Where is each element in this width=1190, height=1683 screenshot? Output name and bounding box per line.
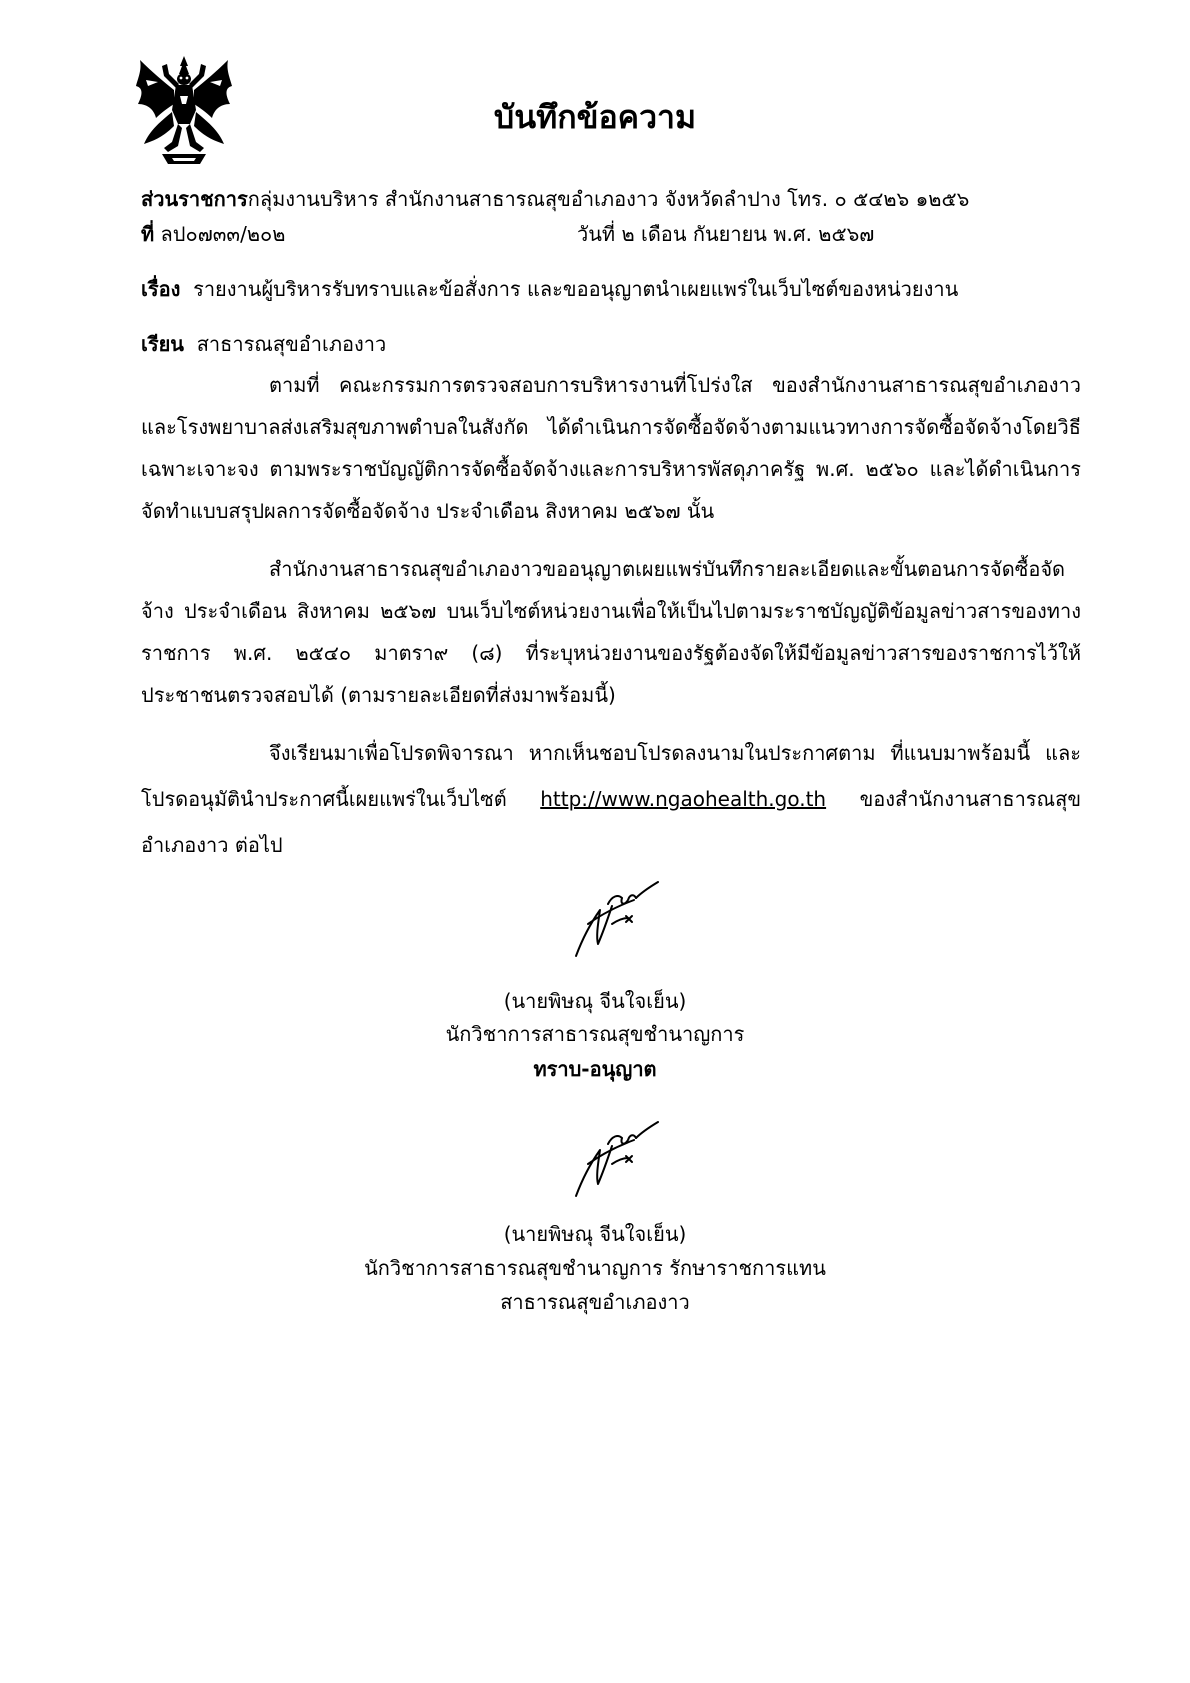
handwritten-signature-2 <box>568 1120 668 1200</box>
addressee-label: เรียน <box>141 332 184 356</box>
body-paragraph-1-text: ตามที่ คณะกรรมการตรวจสอบการบริหารงานที่โปร่งใส ของสำนักงานสาธารณสุขอำเภองาว และโรงพยาบาลส่งเสริมสุขภาพตำบลในสังกัด ได้ดำเนินการจัดซื้อจัดจ้างตามแนวทางการจัดซื้อจัดจ้างโดยวิธีเฉพาะเจาะจง ตามพระราชบัญญัติการจัดซื้อจัดจ้างและการบริหารพัสดุภาครัฐ พ.ศ. ๒๕๖๐ และได้ดำเนินการจัดทำแบบสรุปผลการจัดซื้อจัดจ้าง ประจำเดือน สิงหาคม ๒๕๖๗ นั้น <box>141 373 1081 523</box>
reference-line <box>141 218 285 250</box>
subject-line <box>141 273 958 305</box>
subject-label: เรื่อง <box>141 277 181 301</box>
signer-2-name: (นายพิษณุ จีนใจเย็น) <box>503 1222 687 1246</box>
date-line: วันที่ ๒ เดือน กันยายน พ.ศ. ๒๕๖๗ <box>577 222 875 246</box>
reference-label: ที่ <box>141 222 155 246</box>
signer-2-position-2: สาธารณสุขอำเภองาว <box>500 1290 690 1314</box>
handwritten-signature-1 <box>568 880 668 960</box>
reference-value: ลป๐๗๓๓/๒๐๒ <box>160 222 286 246</box>
signer-2-position: นักวิชาการสาธารณสุขชำนาญการ รักษาราชการแทน <box>364 1256 826 1280</box>
agency-line <box>141 183 969 215</box>
body-paragraph-2 <box>141 548 1081 716</box>
approval-text: ทราบ-อนุญาต <box>533 1057 657 1081</box>
body-paragraph-3-text: จึงเรียนมาเพื่อโปรดพิจารณา หากเห็นชอบโปรดลงนามในประกาศตาม ที่แนบมาพร้อมนี้ และโปรดอนุมัตินำประกาศนี้เผยแพร่ในเว็บไซต์ <box>141 741 1081 811</box>
addressee-line <box>141 328 386 360</box>
body-paragraph-3 <box>141 730 1081 868</box>
body-paragraph-1 <box>141 364 1081 532</box>
website-link[interactable]: http://www.ngaohealth.go.th <box>540 787 827 811</box>
subject-value: รายงานผู้บริหารรับทราบและข้อสั่งการ และขออนุญาตนำเผยแพร่ในเว็บไซต์ของหน่วยงาน <box>193 277 959 301</box>
body-paragraph-3-tail: ของสำนักงานสาธารณสุขอำเภองาว ต่อไป <box>141 787 1081 857</box>
agency-label: ส่วนราชการ <box>141 187 248 211</box>
memo-title: บันทึกข้อความ <box>493 98 697 136</box>
addressee-value: สาธารณสุขอำเภองาว <box>196 332 387 356</box>
signer-1-position: นักวิชาการสาธารณสุขชำนาญการ <box>445 1022 745 1046</box>
signer-1-name: (นายพิษณุ จีนใจเย็น) <box>503 989 687 1013</box>
agency-value: กลุ่มงานบริหาร สำนักงานสาธารณสุขอำเภองาว จังหวัดลำปาง โทร. ๐ ๕๔๒๖ ๑๒๕๖ <box>247 187 970 211</box>
body-paragraph-2-text: สำนักงานสาธารณสุขอำเภองาวขออนุญาตเผยแพร่บันทึกรายละเอียดและขั้นตอนการจัดซื้อจัดจ้าง ประจำเดือน สิงหาคม ๒๕๖๗ บนเว็บไซต์หน่วยงานเพื่อให้เป็นไปตามระราชบัญญัติข้อมูลข่าวสารของทางราชการ พ.ศ. ๒๕๔๐ มาตรา๙ (๘) ที่ระบุหน่วยงานของรัฐต้องจัดให้มีข้อมูลข่าวสารของราชการไว้ให้ประชาชนตรวจสอบได้ (ตามรายละเอียดที่ส่งมาพร้อมนี้) <box>141 557 1081 707</box>
